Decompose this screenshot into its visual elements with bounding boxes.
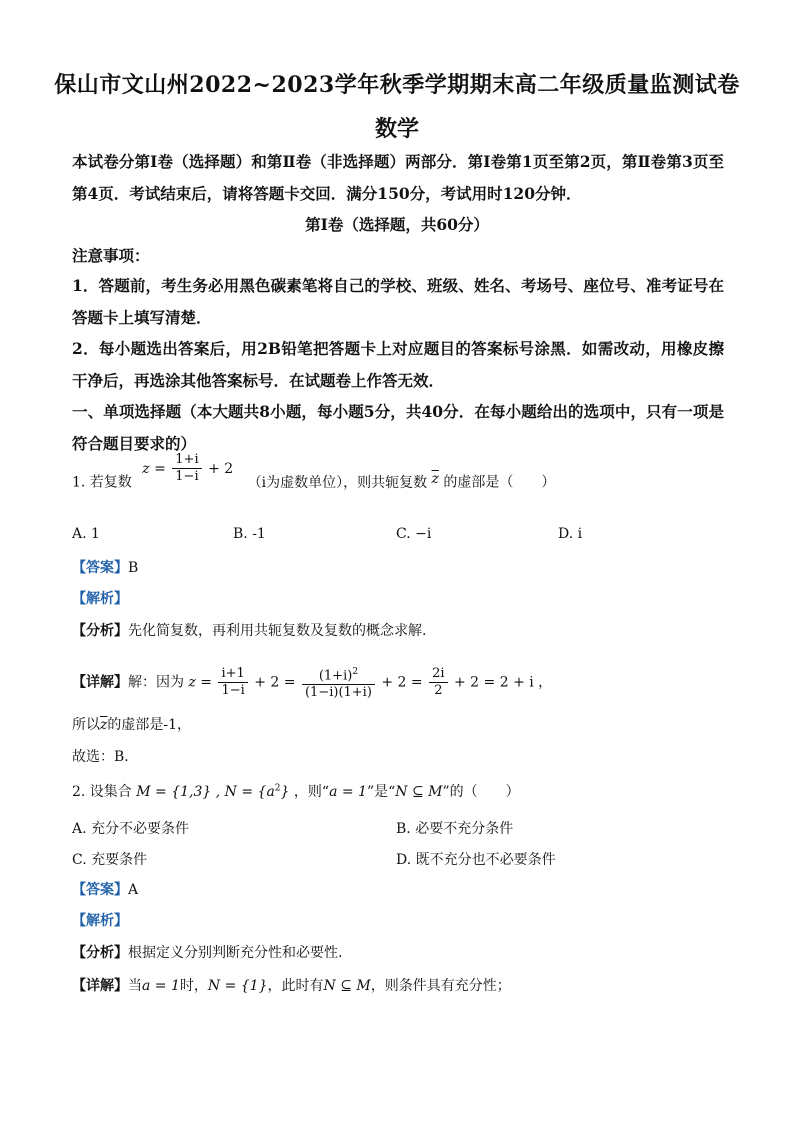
- q1-option-b: B. -1: [233, 526, 266, 542]
- q1-conclusion-zbar: $\overline{z}$: [100, 717, 108, 733]
- q2-xiangjie-cond: a = 1: [142, 978, 180, 994]
- q1-frac-den: 1−i: [175, 469, 199, 484]
- q2-xiangjie-d: ，则条件具有充分性；: [370, 978, 511, 994]
- q2-set-close: }: [280, 784, 290, 800]
- q1-choose-line: 故选：B．: [72, 749, 139, 765]
- q1-z-eq: z =: [142, 460, 166, 477]
- q1-answer-line: [72, 557, 138, 577]
- q1-suffix-a: （i为虚数单位），则共轭复数: [247, 474, 428, 491]
- section-heading: 一、单项选择题（本大题共8小题，每小题5分，共40分．在每小题给出的选项中，只有一项是符合题目要求的）: [72, 402, 724, 453]
- q1-answer-tag: 【答案】: [72, 560, 128, 576]
- q1-step-z: z =: [188, 674, 213, 691]
- q2-cond: a = 1: [329, 784, 367, 800]
- q2-option-c: C. 充要条件: [72, 852, 148, 868]
- q2-fenxi-line: [72, 942, 342, 962]
- notes-item-1: 1．答题前，考生务必用黑色碳素笔将自己的学校、班级、姓名、考场号、座位号、准考证号在答题卡上填写清楚．: [72, 276, 724, 327]
- q2-set-m: M = {1,3} , N = {a: [136, 784, 275, 800]
- q1-step1-num: i+1: [218, 666, 247, 683]
- q1-step2-num: (1+i): [318, 668, 353, 684]
- q2-answer-tag: 【答案】: [72, 882, 128, 898]
- q1-suffix-b: 的虚部是（ ）: [443, 474, 556, 491]
- q2-xiangjie-c: ，此时有: [267, 978, 324, 994]
- part-title: 第Ⅰ卷（选择题，共60分）: [305, 215, 489, 234]
- q2-suffix: ”的（ ）: [442, 784, 520, 800]
- q2-set-exp: 2: [274, 783, 281, 794]
- q2-xiangjie-tag: 【详解】: [72, 978, 128, 994]
- q2-analysis-line: [72, 910, 128, 930]
- q1-fraction: [172, 452, 201, 485]
- q1-prefix: 1. 若复数: [72, 474, 132, 491]
- q1-fenxi-line: [72, 620, 426, 640]
- q2-option-a: A. 充分不必要条件: [72, 821, 190, 837]
- q1-step1-plus: + 2 =: [254, 674, 296, 691]
- q2-mid2: ”是“: [366, 784, 396, 800]
- q1-step3-rest: + 2 = 2 + i ，: [454, 674, 553, 691]
- q1-analysis-tag: 【解析】: [72, 591, 128, 607]
- q2-xiangjie-b: 时，: [179, 978, 208, 994]
- q1-plus-two: + 2: [208, 460, 234, 477]
- q1-step1-fraction: [218, 666, 247, 699]
- q2-option-d: D. 既不充分也不必要条件: [396, 852, 556, 868]
- q1-option-d: D. i: [558, 526, 583, 542]
- q1-step2-fraction: [302, 664, 375, 701]
- q2-mid: ，则“: [293, 784, 330, 800]
- q1-step2-den: (1−i)(1+i): [304, 685, 372, 701]
- subject-title: 数学: [374, 116, 419, 142]
- q1-xiangjie-prefix: 解：因为: [128, 674, 184, 691]
- intro-paragraph: 本试卷分第Ⅰ卷（选择题）和第Ⅱ卷（非选择题）两部分．第Ⅰ卷第1页至第2页，第Ⅱ卷第3页至第4页．考试结束后，请将答题卡交回．满分150分，考试用时120分钟．: [72, 152, 724, 203]
- q2-xiangjie-set: N = {1}: [207, 978, 268, 994]
- q1-zbar: $\overline{z}$: [431, 470, 439, 487]
- q1-conclusion-b: 的虚部是-1，: [107, 717, 192, 733]
- q1-answer: B: [128, 560, 139, 576]
- question-1: [72, 452, 556, 499]
- q1-step3-den: 2: [434, 683, 443, 699]
- q2-detail-line: [72, 975, 511, 995]
- q2-analysis-tag: 【解析】: [72, 913, 128, 929]
- q2-answer-line: [72, 879, 138, 899]
- notes-item-2: 2．每小题选出答案后，用2B铅笔把答题卡上对应题目的答案标号涂黑．如需改动，用橡皮擦干净后，再选涂其他答案标号．在试题卷上作答无效．: [72, 339, 724, 390]
- q2-fenxi-tag: 【分析】: [72, 945, 128, 961]
- question-2: [72, 781, 520, 801]
- q2-option-b: B. 必要不充分条件: [396, 821, 514, 837]
- q1-step3-num: 2i: [429, 666, 447, 683]
- q1-detail-line: [72, 664, 552, 701]
- q1-frac-num: 1+i: [172, 452, 201, 469]
- q1-step1-den: 1−i: [221, 683, 245, 699]
- q1-analysis-line: [72, 588, 128, 608]
- q1-conclusion-line: [72, 714, 191, 734]
- q2-xiangjie-a: 当: [128, 978, 142, 994]
- exam-title: 保山市文山州2022~2023学年秋季学期期末高二年级质量监测试卷: [54, 72, 740, 98]
- q2-fenxi: 根据定义分别判断充分性和必要性.: [128, 945, 343, 961]
- q1-option-a: A. 1: [72, 526, 100, 542]
- q1-step2-plus: + 2 =: [381, 674, 423, 691]
- q1-fenxi: 先化简复数，再利用共轭复数及复数的概念求解.: [128, 623, 427, 639]
- notes-heading: 注意事项：: [72, 246, 150, 265]
- q2-prefix: 2. 设集合: [72, 784, 132, 800]
- q2-rel: N ⊆ M: [395, 784, 443, 800]
- q1-step2-exp: 2: [352, 667, 359, 677]
- q1-xiangjie-tag: 【详解】: [72, 674, 128, 691]
- q1-option-c: C. −i: [396, 526, 432, 542]
- q1-conclusion-a: 所以: [72, 717, 100, 733]
- q1-fenxi-tag: 【分析】: [72, 623, 128, 639]
- q1-step2-num-wrap: [302, 664, 375, 685]
- q2-xiangjie-rel: N ⊆ M: [323, 978, 371, 994]
- q1-step3-fraction: [429, 666, 447, 699]
- q2-answer: A: [128, 882, 139, 898]
